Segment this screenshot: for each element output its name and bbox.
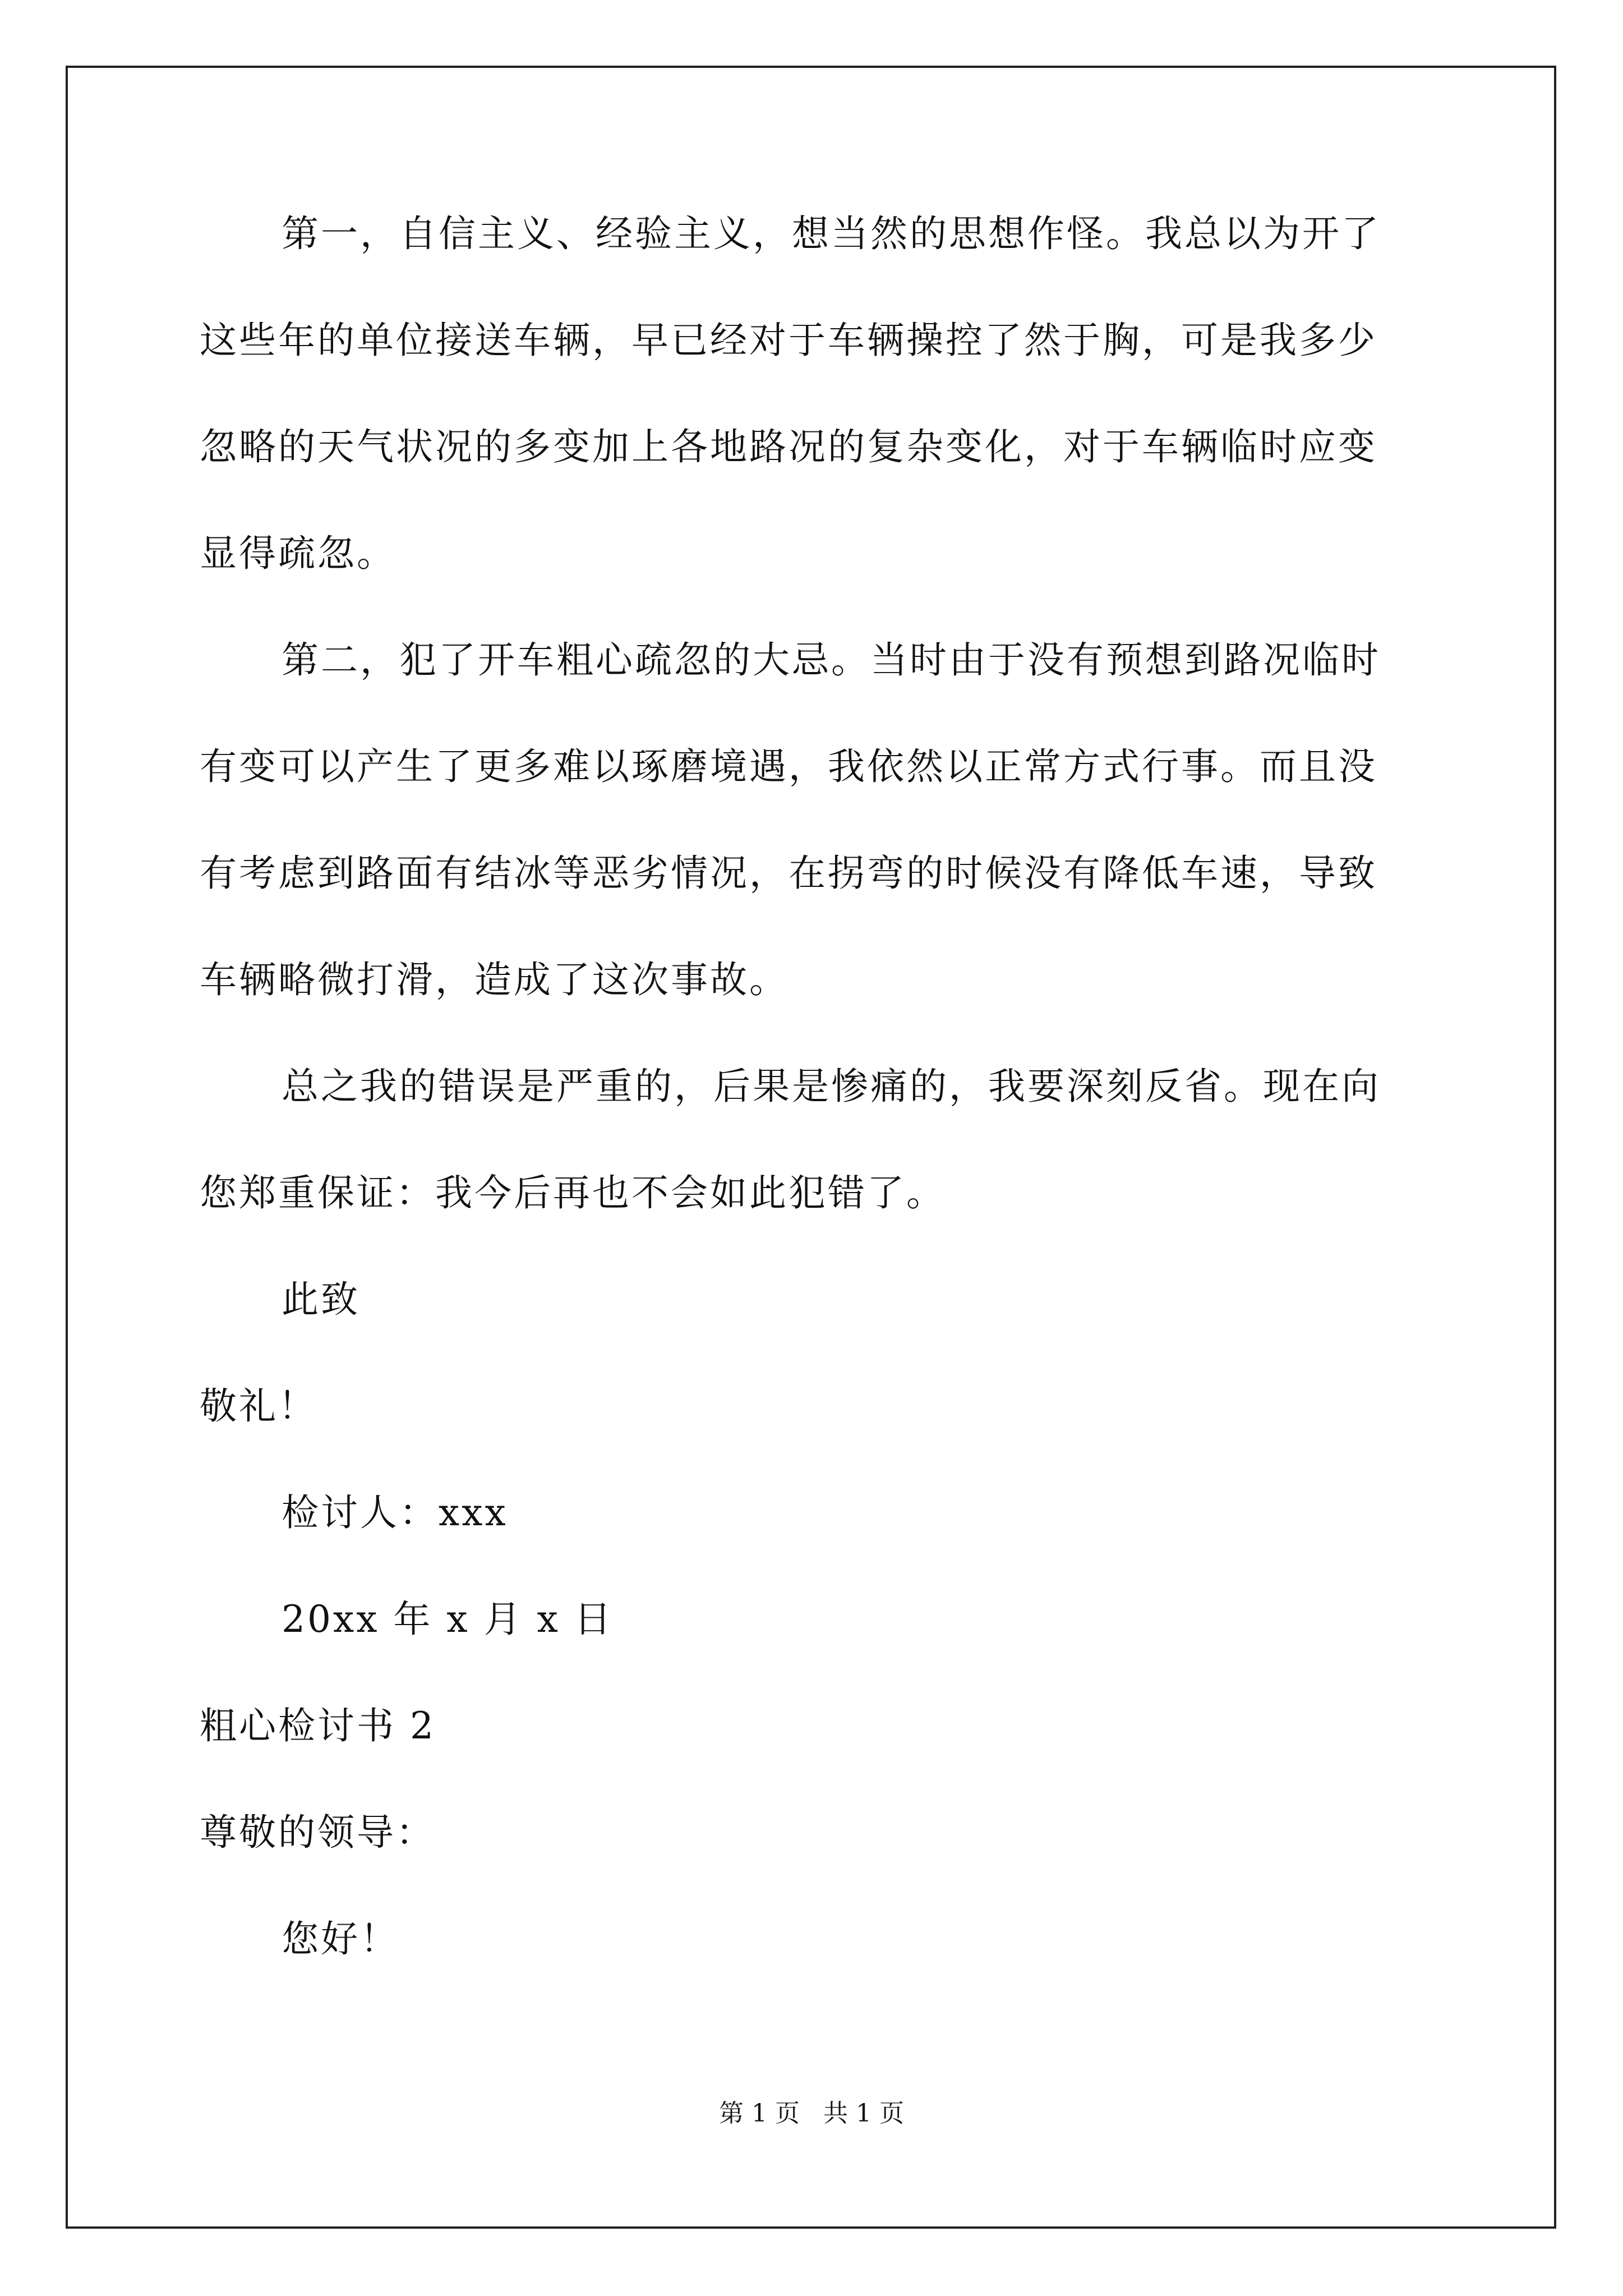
closing-salutation: 此致	[282, 1278, 360, 1321]
paragraph-line: 显得疏忽。	[200, 532, 396, 575]
paragraph-line: 有变可以产生了更多难以琢磨境遇，我依然以正常方式行事。而且没	[200, 745, 1377, 788]
page-border	[66, 66, 1556, 2229]
paragraph-line: 总之我的错误是严重的，后果是惨痛的，我要深刻反省。现在向	[282, 1065, 1381, 1108]
paragraph-line: 第一，自信主义、经验主义，想当然的思想作怪。我总以为开了	[282, 212, 1381, 255]
closing-regards: 敬礼！	[200, 1384, 317, 1428]
paragraph-line: 忽略的天气状况的多变加上各地路况的复杂变化，对于车辆临时应变	[200, 425, 1377, 468]
greeting-recipient: 尊敬的领导：	[200, 1811, 435, 1854]
signature-line: 检讨人：xxx	[282, 1491, 508, 1534]
paragraph-line: 车辆略微打滑，造成了这次事故。	[200, 958, 789, 1001]
date-line: 20xx 年 x 月 x 日	[282, 1598, 614, 1641]
greeting-line: 您好！	[282, 1917, 399, 1961]
paragraph-line: 这些年的单位接送车辆，早已经对于车辆操控了然于胸，可是我多少	[200, 319, 1377, 362]
paragraph-line: 第二，犯了开车粗心疏忽的大忌。当时由于没有预想到路况临时	[282, 638, 1381, 682]
paragraph-line: 您郑重保证：我今后再也不会如此犯错了。	[200, 1171, 946, 1214]
page-number-footer: 第 1 页 共 1 页	[719, 2099, 904, 2128]
section-title: 粗心检讨书 2	[200, 1704, 436, 1747]
paragraph-line: 有考虑到路面有结冰等恶劣情况，在拐弯的时候没有降低车速，导致	[200, 852, 1377, 895]
